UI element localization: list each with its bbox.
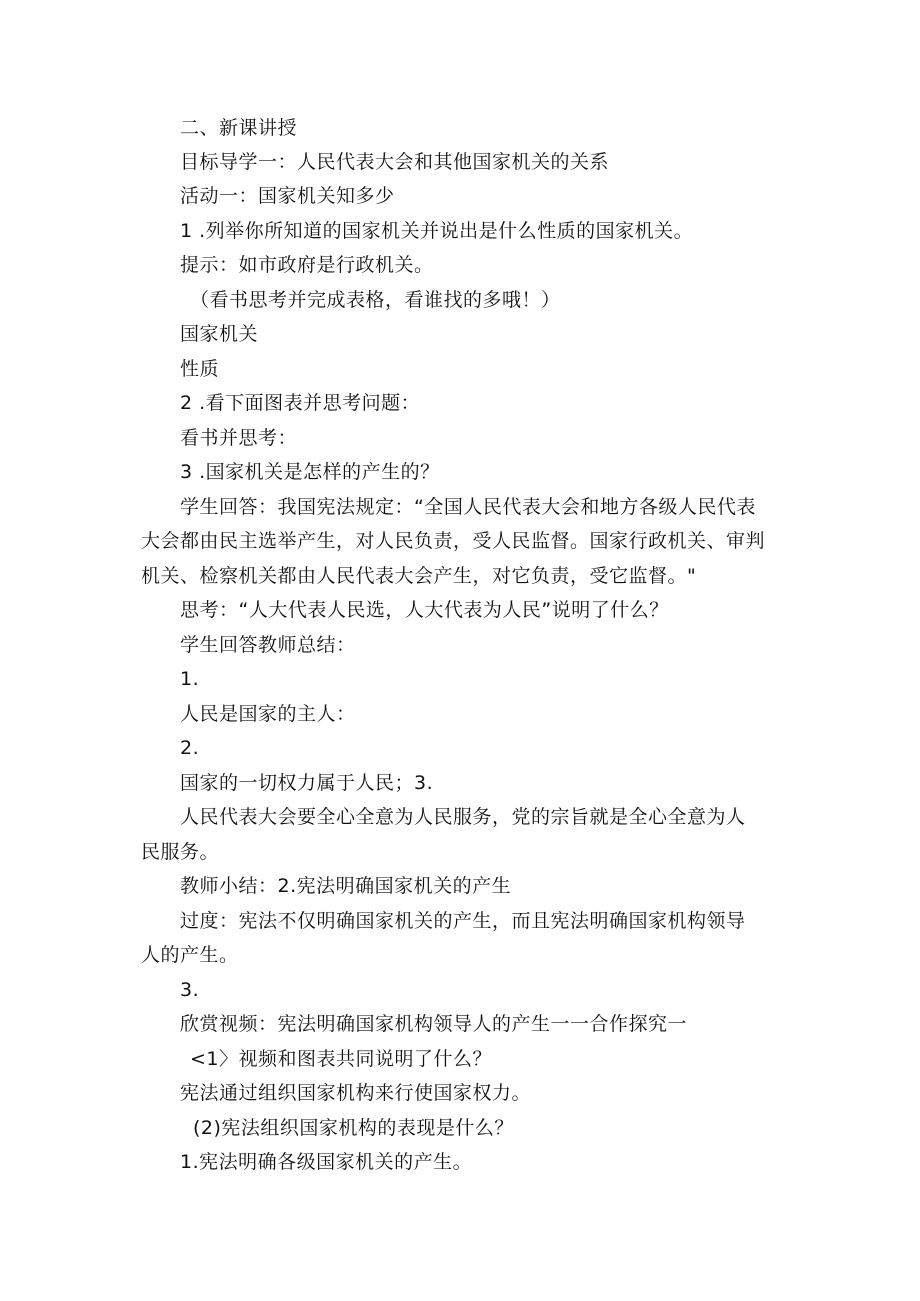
paragraph-line: 看书并思考： [180,427,298,449]
list-number: 1. [180,668,200,690]
paragraph-line: 人的产生。 [141,944,239,966]
paragraph-line: 学生回答：我国宪法规定：“全国人民代表大会和地方各级人民代表 [180,496,756,518]
paragraph-line: (2)宪法组织国家机构的表现是什么？ [193,1117,514,1139]
paragraph-line: 2 .看下面图表并思考问题： [180,392,421,414]
paragraph-line: 提示：如市政府是行政机关。 [180,254,434,276]
list-number: 3. [180,979,200,1001]
paragraph-line: 人民代表大会要全心全意为人民服务，党的宗旨就是全心全意为人 [180,806,746,828]
paragraph-line: 学生回答教师总结： [180,634,356,656]
paragraph-line: 1 .列举你所知道的国家机关并说出是什么性质的国家机关。 [180,220,694,242]
paragraph-line: 思考：“人大代表人民选，人大代表为人民”说明了什么？ [180,599,669,621]
paragraph-line: 大会都由民主选举产生，对人民负责，受人民监督。国家行政机关、审判 [141,530,766,552]
paragraph-line: <1〉视频和图表共同说明了什么？ [190,1048,493,1070]
goal-heading: 目标导学一：人民代表大会和其他国家机关的关系 [180,151,610,173]
paragraph-line: 1.宪法明确各级国家机关的产生。 [180,1151,473,1173]
paragraph-line: 欣赏视频：宪法明确国家机构领导人的产生一一合作探究一 [180,1013,688,1035]
paragraph-line: 人民是国家的主人： [180,703,356,725]
paragraph-line: 机关、检察机关都由人民代表大会产生，对它负责，受它监督。" [141,565,697,587]
paragraph-line: 国家的一切权力属于人民；3. [180,772,434,794]
paragraph-line: 教师小结：2.宪法明确国家机关的产生 [180,875,512,897]
paragraph-line: （看书思考并完成表格，看谁找的多哦！） [190,289,561,311]
section-heading: 二、新课讲授 [180,117,298,139]
activity-heading: 活动一：国家机关知多少 [180,185,395,207]
table-label: 性质 [180,358,220,380]
paragraph-line: 3 .国家机关是怎样的产生的？ [180,461,440,483]
paragraph-line: 民服务。 [141,841,220,863]
list-number: 2. [180,737,200,759]
paragraph-line: 过度：宪法不仅明确国家机关的产生，而且宪法明确国家机构领导 [180,910,746,932]
table-label: 国家机关 [180,323,259,345]
paragraph-line: 宪法通过组织国家机构来行使国家权力。 [180,1082,532,1104]
